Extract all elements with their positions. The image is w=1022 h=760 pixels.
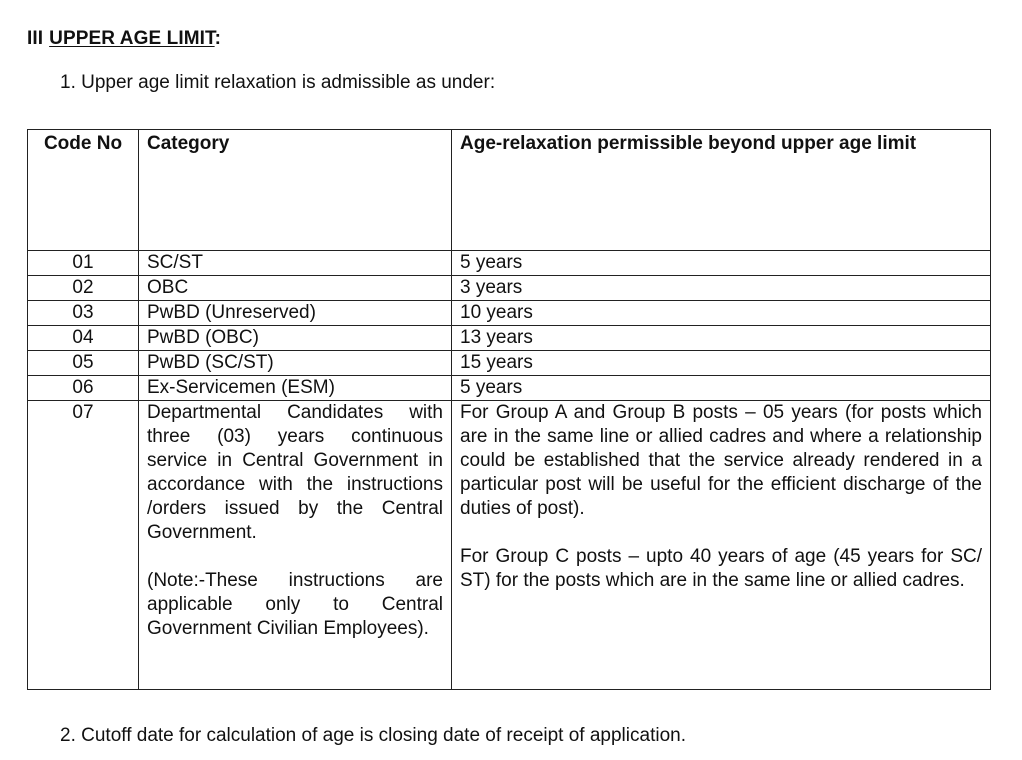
table-row (28, 251, 991, 276)
cell-category: PwBD (SC/ST) (139, 351, 452, 376)
table-row (28, 376, 991, 401)
table-header-row (28, 130, 991, 251)
departmental-category-text: Departmental Candidates with three (03) years continuous service in Central Government in accordance with the instructions /orders issued by the Central Government. (147, 402, 443, 543)
cell-code: 01 (28, 251, 139, 276)
table-row (28, 351, 991, 376)
cell-category: Ex-Servicemen (ESM) (139, 376, 452, 401)
age-relaxation-table (27, 129, 991, 690)
cell-relaxation-departmental (452, 401, 991, 690)
paragraph-gap (147, 545, 443, 569)
cell-relaxation: 5 years (452, 376, 991, 401)
cell-category: PwBD (Unreserved) (139, 301, 452, 326)
cell-code: 02 (28, 276, 139, 301)
cell-code: 06 (28, 376, 139, 401)
table-row (28, 276, 991, 301)
cell-relaxation: 10 years (452, 301, 991, 326)
table-row-departmental (28, 401, 991, 690)
group-ab-relaxation-text: For Group A and Group B posts – 05 years (for posts which are in the same line or allied cadres and where a relationship could be established that the service already rendered in a particular post will be useful for the efficient discharge of the duties of post). (460, 402, 982, 519)
cell-code: 05 (28, 351, 139, 376)
paragraph-gap (460, 521, 982, 545)
departmental-note-text: (Note:-These instructions are applicable only to Central Government Civilian Employees). (147, 570, 443, 639)
cell-category-departmental (139, 401, 452, 690)
section-colon: : (214, 28, 222, 49)
section-number: III (27, 28, 44, 49)
cell-category: OBC (139, 276, 452, 301)
header-code-no: Code No (28, 130, 139, 251)
table-row (28, 301, 991, 326)
intro-text: 1. Upper age limit relaxation is admissible as under: (60, 72, 496, 93)
cell-relaxation: 5 years (452, 251, 991, 276)
cell-category: SC/ST (139, 251, 452, 276)
group-c-relaxation-text: For Group C posts – upto 40 years of age (45 years for SC/ ST) for the posts which are in the same line or allied cadres. (460, 546, 982, 591)
cell-code: 07 (28, 401, 139, 690)
header-category: Category (139, 130, 452, 251)
cell-relaxation: 15 years (452, 351, 991, 376)
section-title: UPPER AGE LIMIT (49, 28, 215, 49)
section-heading (27, 28, 221, 50)
cutoff-text: 2. Cutoff date for calculation of age is closing date of receipt of application. (60, 725, 686, 746)
cell-category: PwBD (OBC) (139, 326, 452, 351)
table-row (28, 326, 991, 351)
cell-code: 03 (28, 301, 139, 326)
header-relaxation: Age-relaxation permissible beyond upper age limit (452, 130, 991, 251)
cell-code: 04 (28, 326, 139, 351)
cell-relaxation: 3 years (452, 276, 991, 301)
cell-relaxation: 13 years (452, 326, 991, 351)
